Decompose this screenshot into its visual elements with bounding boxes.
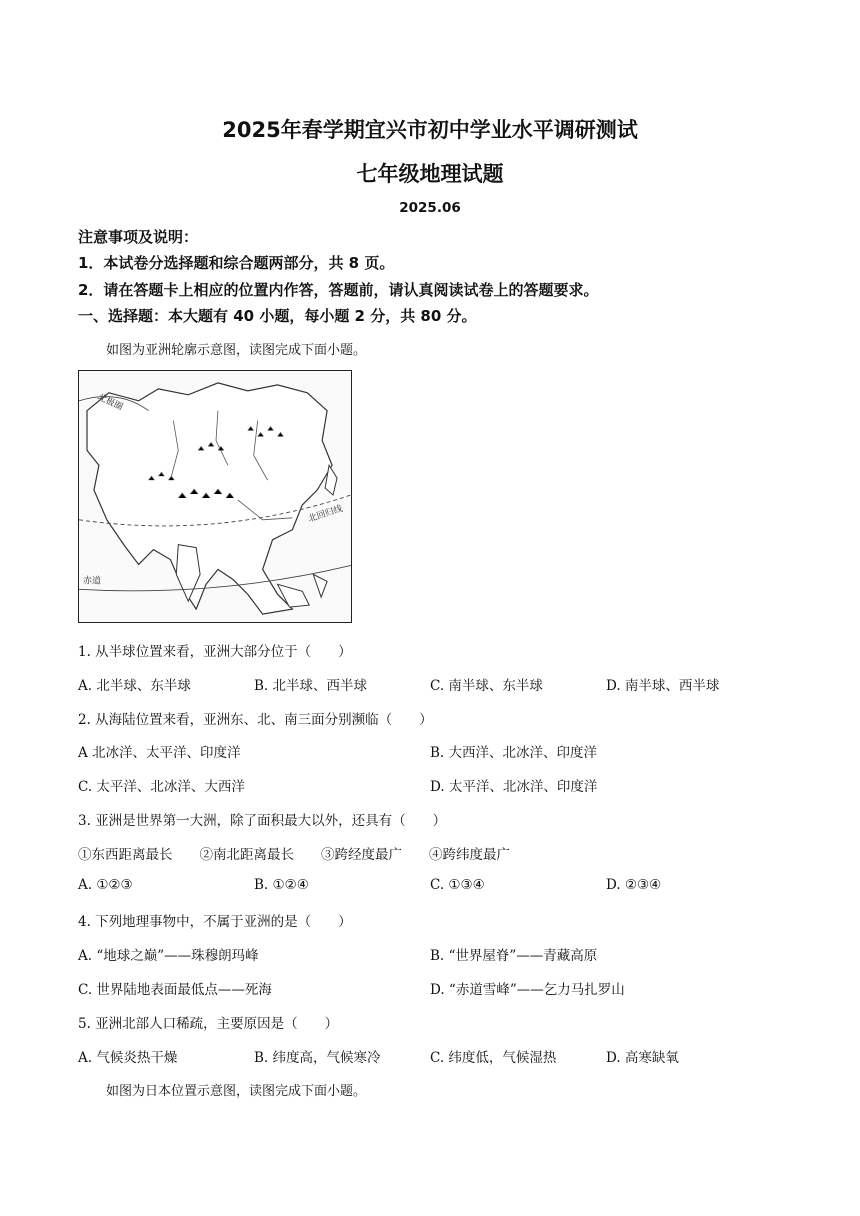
question-3-option-d: D. ②③④ xyxy=(606,877,662,893)
question-3-option-c: C. ①③④ xyxy=(430,877,485,893)
japan-map-intro: 如图为日本位置示意图，读图完成下面小题。 xyxy=(106,1084,367,1099)
question-2-option-b: B. 大西洋、北冰洋、印度洋 xyxy=(430,745,598,761)
exam-subtitle: 七年级地理试题 xyxy=(356,162,504,186)
question-4-stem: 4. 下列地理事物中，不属于亚洲的是（ ） xyxy=(78,914,352,930)
question-4-option-b: B. “世界屋脊”——青藏高原 xyxy=(430,948,598,964)
note-item-2: 2．请在答题卡上相应的位置内作答，答题前，请认真阅读试卷上的答题要求。 xyxy=(78,281,599,299)
question-1-option-d: D. 南半球、西半球 xyxy=(606,678,720,694)
question-1-option-a: A. 北半球、东半球 xyxy=(78,678,191,694)
arctic-circle-label: 北极圈 xyxy=(95,392,125,413)
question-5-option-b: B. 纬度高，气候寒冷 xyxy=(254,1050,381,1066)
question-5-stem: 5. 亚洲北部人口稀疏，主要原因是（ ） xyxy=(78,1016,339,1032)
question-3-option-a: A. ①②③ xyxy=(78,877,133,893)
question-2-option-c: C. 太平洋、北冰洋、大西洋 xyxy=(78,779,245,795)
question-4-option-d: D. “赤道雪峰”——乞力马扎罗山 xyxy=(430,982,625,998)
question-4-option-a: A. “地球之巅”——珠穆朗玛峰 xyxy=(78,948,259,964)
question-1-stem: 1. 从半球位置来看，亚洲大部分位于（ ） xyxy=(78,644,352,660)
question-3-stem: 3. 亚洲是世界第一大洲，除了面积最大以外，还具有（ ） xyxy=(78,813,447,829)
notes-heading: 注意事项及说明： xyxy=(78,228,199,246)
exam-date: 2025.06 xyxy=(399,200,461,216)
question-2-stem: 2. 从海陆位置来看，亚洲东、北、南三面分别濒临（ ） xyxy=(78,712,433,728)
map-intro: 如图为亚洲轮廓示意图，读图完成下面小题。 xyxy=(106,343,367,358)
question-2-option-d: D. 太平洋、北冰洋、印度洋 xyxy=(430,779,598,795)
question-5-option-d: D. 高寒缺氧 xyxy=(606,1050,679,1066)
question-3-option-b: B. ①②④ xyxy=(254,877,309,893)
question-1-option-c: C. 南半球、东半球 xyxy=(430,678,543,694)
equator-label: 赤道 xyxy=(83,576,101,587)
asia-map-graphic xyxy=(79,371,351,622)
asia-outline-map xyxy=(78,370,352,623)
question-5-option-a: A. 气候炎热干燥 xyxy=(78,1050,178,1066)
question-2-option-a: A 北冰洋、太平洋、印度洋 xyxy=(78,745,241,761)
tropic-of-cancer-label: 北回归线 xyxy=(307,504,345,525)
exam-title: 2025年春学期宜兴市初中学业水平调研测试 xyxy=(222,118,638,142)
note-item-1: 1．本试卷分选择题和综合题两部分，共 8 页。 xyxy=(78,254,395,272)
question-4-option-c: C. 世界陆地表面最低点——死海 xyxy=(78,982,272,998)
question-1-option-b: B. 北半球、西半球 xyxy=(254,678,368,694)
question-3-statements: ①东西距离最长 ②南北距离最长 ③跨经度最广 ④跨纬度最广 xyxy=(78,847,510,863)
section-heading: 一、选择题：本大题有 40 小题，每小题 2 分，共 80 分。 xyxy=(78,307,477,325)
question-5-option-c: C. 纬度低，气候湿热 xyxy=(430,1050,557,1066)
